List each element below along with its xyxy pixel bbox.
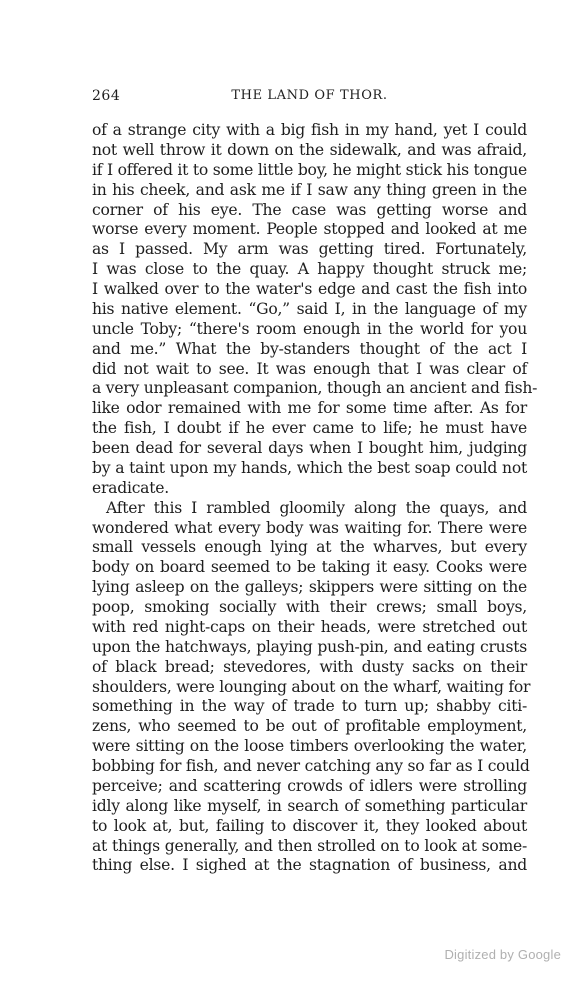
text-line: I walked over to the water's edge and cast the fish into [92,280,527,298]
text-line: like odor remained with me for some time after. As for [92,399,527,418]
text-line: been dead for several days when I bought him, judging [92,439,527,457]
text-line: if I offered it to some little boy, he might stick his tongue [92,160,527,179]
text-line: at things generally, and then strolled on to look at some- [92,836,527,855]
text-line: shoulders, were lounging about on the wharf, waiting for [92,677,531,696]
text-line: bobbing for fish, and never catching any so far as I could [92,757,530,775]
running-head [92,88,527,108]
paragraph-start-line: After this I rambled gloomily along the quays, and [106,498,527,517]
text-line: and me.” What the by-standers thought of the act I [92,339,527,358]
text-line: upon the hatchways, playing push-pin, and eating crusts [92,637,527,656]
text-line: idly along like myself, in search of something particular [92,796,527,815]
text-line: perceive; and scattering crowds of idlers were strolling [92,776,527,795]
text-line: wondered what every body was waiting for. There were [92,518,527,537]
text-line: corner of his eye. The case was getting worse and [92,200,527,219]
text-line: thing else. I sighed at the stagnation of business, and [92,856,527,875]
page-number: 264 [92,88,121,104]
digitized-watermark: Digitized by Google [444,947,561,962]
text-line: uncle Toby; “there's room enough in the world for you [92,319,527,338]
text-line: as I passed. My arm was getting tired. Fortunately, [92,240,527,259]
text-line: poop, smoking socially with their crews; small boys, [92,598,527,616]
text-line: worse every moment. People stopped and looked at me [92,220,527,239]
text-line: small vessels enough lying at the wharves, but every [92,538,527,557]
text-line: lying asleep on the galleys; skippers were sitting on the [92,578,527,597]
text-line: with red night-caps on their heads, were stretched out [92,617,527,636]
text-line: of black bread; stevedores, with dusty sacks on their [92,657,527,676]
text-line: in his cheek, and ask me if I saw any thing green in the [92,180,527,199]
text-line: his native element. “Go,” said I, in the language of my [92,299,527,318]
text-line: to look at, but, failing to discover it, they looked about [92,816,527,835]
text-line: body on board seemed to be taking it easy. Cooks were [92,558,527,577]
text-line: did not wait to see. It was enough that I was clear of [92,359,527,378]
text-line: not well throw it down on the sidewalk, and was afraid, [92,140,527,159]
text-line: were sitting on the loose timbers overlooking the water, [92,737,527,756]
body-text [92,121,538,876]
text-line: a very unpleasant companion, though an ancient and fish- [92,379,538,398]
paragraph-end-line: eradicate. [92,478,169,497]
running-title: THE LAND OF THOR. [231,88,388,103]
text-line: zens, who seemed to be out of profitable employment, [92,717,527,736]
text-line: the fish, I doubt if he ever came to life; he must have [92,419,527,438]
text-line: by a taint upon my hands, which the best soap could not [92,458,527,477]
text-line: of a strange city with a big fish in my hand, yet I could [92,121,527,139]
text-line: I was close to the quay. A happy thought struck me; [92,260,527,279]
text-line: something in the way of trade to turn up; shabby citi- [92,697,527,716]
